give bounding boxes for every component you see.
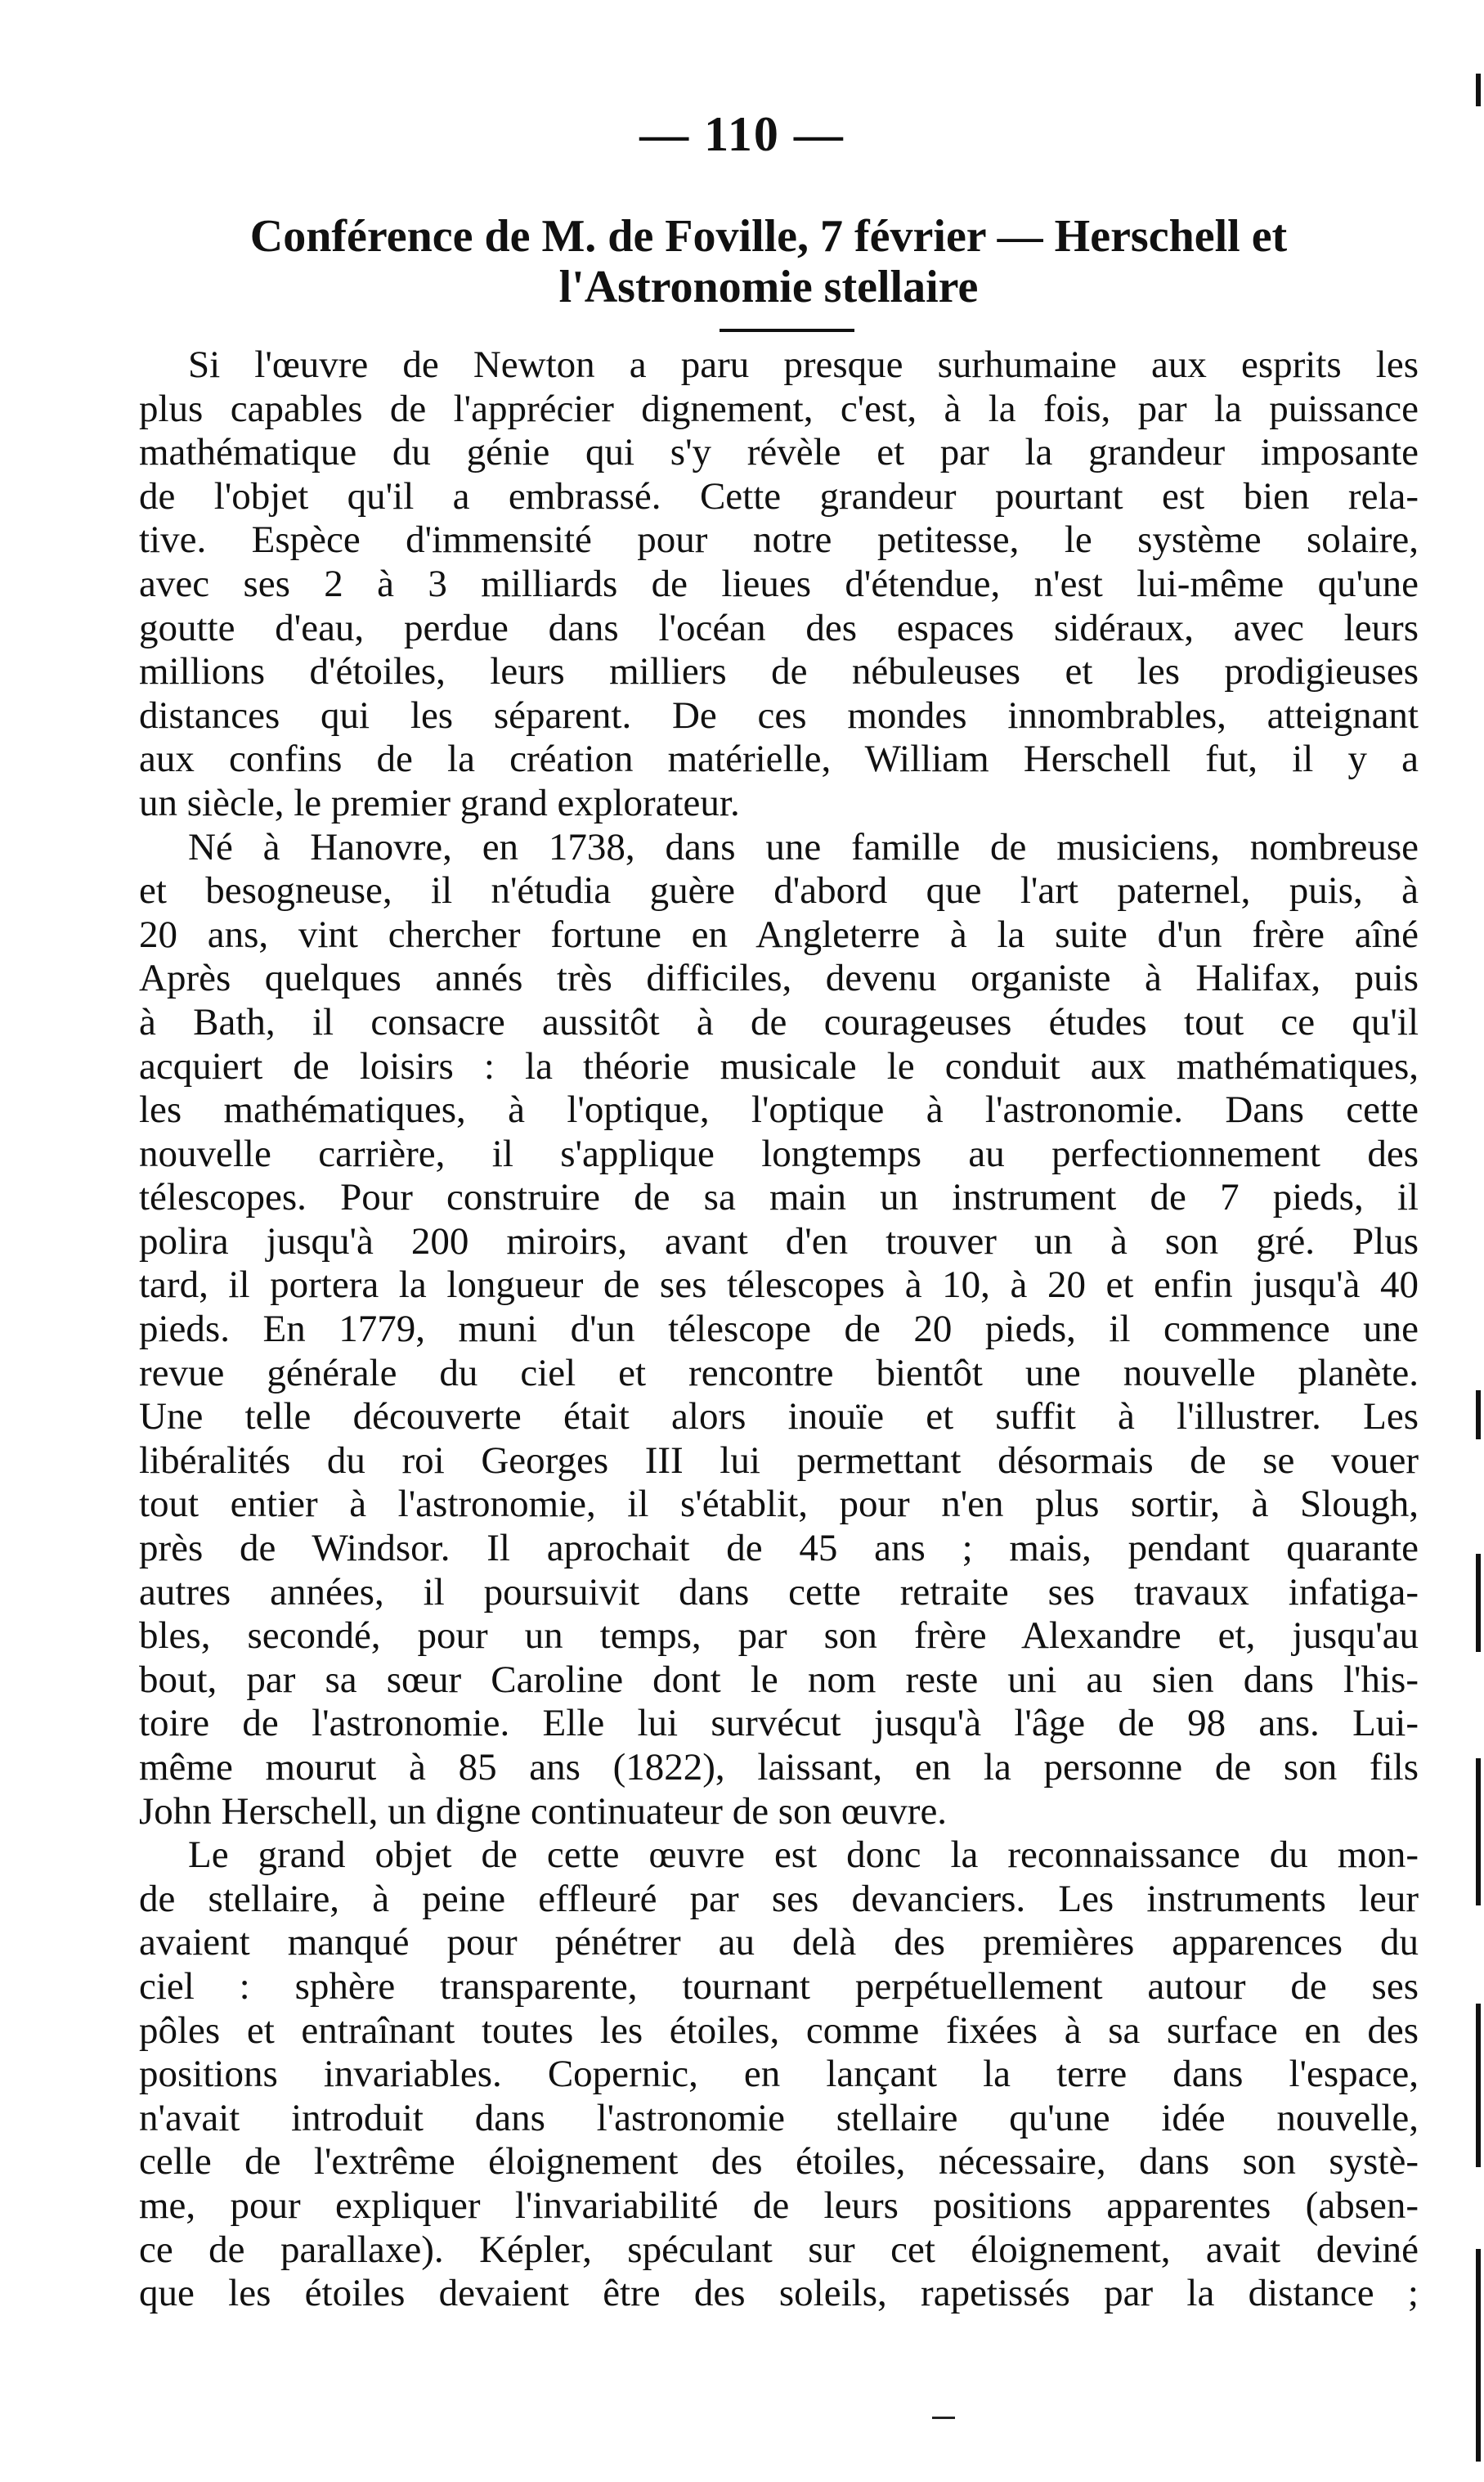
text-line: Né à Hanovre, en 1738, dans une famille de musiciens, nombreuse	[188, 825, 1419, 868]
text-line: autres années, il poursuivit dans cette retraite ses travaux infatiga-	[139, 1570, 1419, 1614]
edge-mark	[1476, 74, 1481, 106]
text-line: tout entier à l'astronomie, il s'établit, pour n'en plus sortir, à Slough,	[139, 1483, 1419, 1526]
edge-mark	[1476, 1390, 1481, 1439]
text-line: John Herschell, un digne continuateur de son œuvre.	[139, 1789, 948, 1833]
text-line: que les étoiles devaient être des soleils, rapetissés par la distance ;	[139, 2272, 1419, 2315]
text-line: pieds. En 1779, muni d'un télescope de 20 pieds, il commence une	[139, 1308, 1419, 1351]
text-line: polira jusqu'à 200 miroirs, avant d'en trouver un à son gré. Plus	[139, 1219, 1419, 1263]
text-line: et besogneuse, il n'étudia guère d'abord que l'art paternel, puis, à	[139, 869, 1419, 913]
text-line: positions invariables. Copernic, en lançant la terre dans l'espace,	[139, 2053, 1419, 2096]
text-line: tive. Espèce d'immensité pour notre petitesse, le système solaire,	[139, 518, 1419, 562]
text-line: de l'objet qu'il a embrassé. Cette grandeur pourtant est bien rela-	[139, 474, 1419, 518]
text-line: 20 ans, vint chercher fortune en Angleterre à la suite d'un frère aîné	[139, 913, 1419, 956]
text-line: ce de parallaxe). Képler, spéculant sur cet éloignement, avait deviné	[139, 2228, 1419, 2271]
text-line: Une telle découverte était alors inouïe et suffit à l'illustrer. Les	[139, 1395, 1419, 1438]
text-line: tard, il portera la longueur de ses télescopes à 10, à 20 et enfin jusqu'à 40	[139, 1263, 1419, 1307]
text-line: revue générale du ciel et rencontre bientôt une nouvelle planète.	[139, 1351, 1419, 1394]
text-line: n'avait introduit dans l'astronomie stellaire qu'une idée nouvelle,	[139, 2096, 1419, 2139]
text-line: bout, par sa sœur Caroline dont le nom reste uni au sien dans l'his-	[139, 1658, 1419, 1701]
text-line: mathématique du génie qui s'y révèle et par la grandeur imposante	[139, 431, 1419, 474]
text-line: à Bath, il consacre aussitôt à de courageuses études tout ce qu'il	[139, 1000, 1419, 1044]
paragraph-2	[139, 826, 1419, 1834]
page-number: — 110 —	[639, 107, 845, 161]
text-line: Après quelques annés très difficiles, devenu organiste à Halifax, puis	[139, 957, 1419, 1000]
text-line: bles, secondé, pour un temps, par son frère Alexandre et, jusqu'au	[139, 1614, 1419, 1658]
text-line: celle de l'extrême éloignement des étoiles, nécessaire, dans son systè-	[139, 2140, 1419, 2184]
text-line: Si l'œuvre de Newton a paru presque surhumaine aux esprits les	[188, 343, 1419, 386]
edge-mark	[1476, 1554, 1481, 1652]
text-line: près de Windsor. Il aprochait de 45 ans ; mais, pendant quarante	[139, 1527, 1419, 1570]
text-line: Le grand objet de cette œuvre est donc la reconnaissance du mon-	[188, 1833, 1419, 1877]
paragraph-1	[139, 343, 1419, 826]
paragraph-3	[139, 1833, 1419, 2316]
chapter-title	[164, 211, 1374, 312]
edge-mark	[1476, 2004, 1481, 2167]
text-line: aux confins de la création matérielle, William Herschell fut, il y a	[139, 738, 1419, 781]
text-line: même mourut à 85 ans (1822), laissant, en la personne de son fils	[139, 1746, 1419, 1789]
text-line: pôles et entraînant toutes les étoiles, comme fixées à sa surface en des	[139, 2008, 1419, 2052]
text-line: les mathématiques, à l'optique, l'optique à l'astronomie. Dans cette	[139, 1088, 1419, 1132]
text-line: toire de l'astronomie. Elle lui survécut jusqu'à l'âge de 98 ans. Lui-	[139, 1702, 1419, 1745]
text-line: me, pour expliquer l'invariabilité de leurs positions apparentes (absen-	[139, 2184, 1419, 2227]
text-line: ciel : sphère transparente, tournant perpétuellement autour de ses	[139, 1964, 1419, 2008]
text-line: goutte d'eau, perdue dans l'océan des espaces sidéraux, avec leurs	[139, 606, 1419, 649]
chapter-title-line-2: l'Astronomie stellaire	[558, 262, 979, 312]
chapter-title-line-1: Conférence de M. de Foville, 7 février — Herschell et	[249, 211, 1288, 262]
body-text	[139, 343, 1419, 2316]
text-line: de stellaire, à peine effleuré par ses devanciers. Les instruments leur	[139, 1877, 1419, 1920]
edge-mark	[1476, 2249, 1481, 2462]
footer-mark	[932, 2417, 955, 2419]
text-line: acquiert de loisirs : la théorie musicale le conduit aux mathématiques,	[139, 1044, 1419, 1088]
text-line: nouvelle carrière, il s'applique longtemps au perfectionnement des	[139, 1132, 1419, 1175]
text-line: libéralités du roi Georges III lui permettant désormais de se vouer	[139, 1438, 1419, 1482]
edge-mark	[1476, 1758, 1481, 1905]
title-divider	[720, 329, 854, 332]
text-line: avec ses 2 à 3 milliards de lieues d'étendue, n'est lui-même qu'une	[139, 562, 1419, 605]
text-line: un siècle, le premier grand explorateur.	[139, 781, 740, 824]
text-line: avaient manqué pour pénétrer au delà des premières apparences du	[139, 1921, 1419, 1964]
text-line: plus capables de l'apprécier dignement, c'est, à la fois, par la puissance	[139, 387, 1419, 430]
text-line: distances qui les séparent. De ces mondes innombrables, atteignant	[139, 693, 1419, 737]
binding-edge	[1459, 0, 1484, 2482]
text-line: millions d'étoiles, leurs milliers de nébuleuses et les prodigieuses	[139, 650, 1419, 693]
text-line: télescopes. Pour construire de sa main un instrument de 7 pieds, il	[139, 1176, 1419, 1219]
